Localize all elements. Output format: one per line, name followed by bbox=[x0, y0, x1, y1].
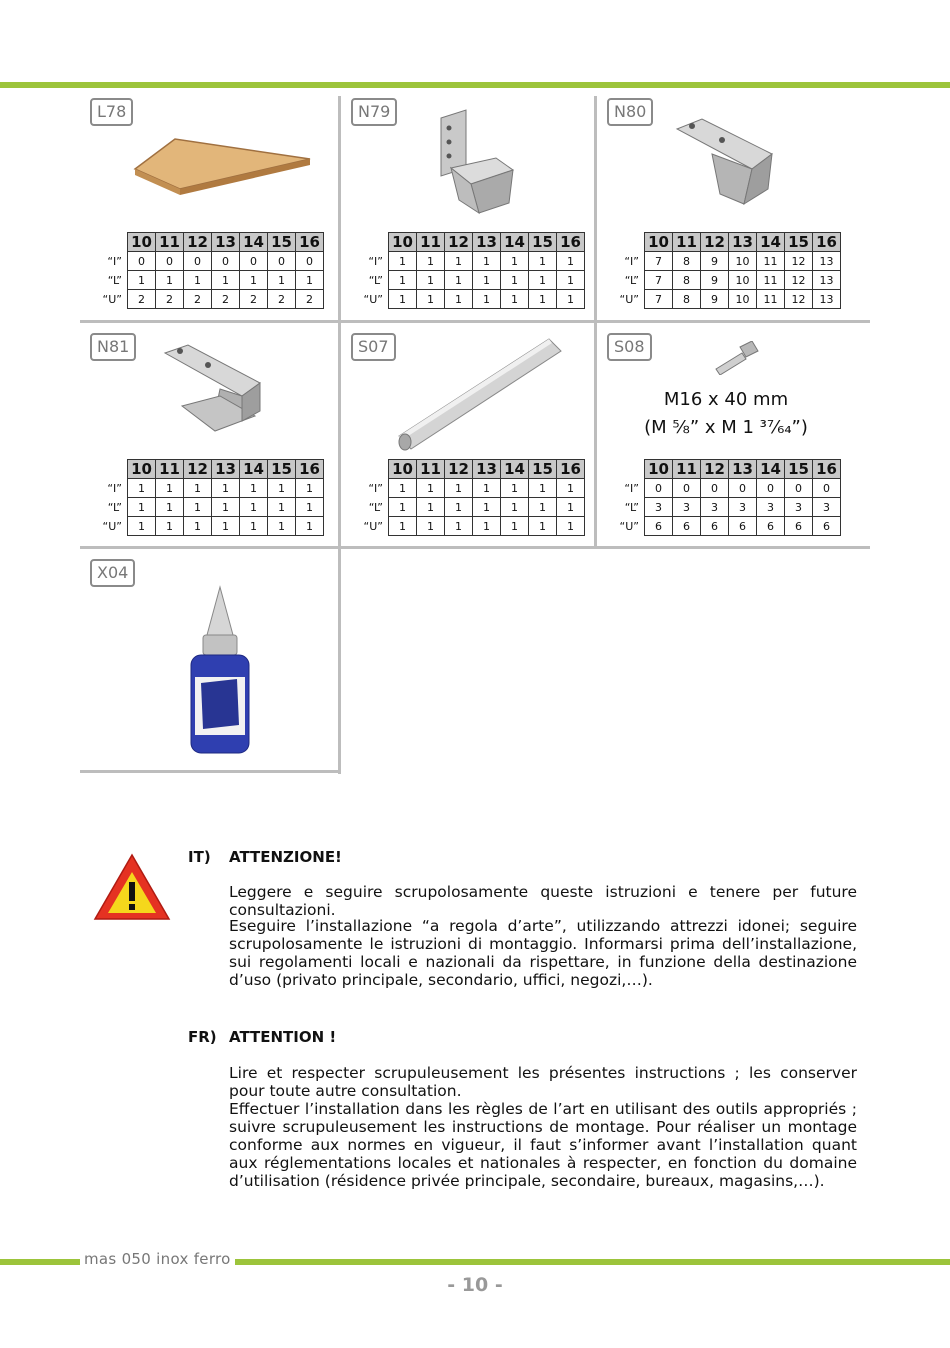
warning-title-it: ATTENZIONE! bbox=[229, 848, 342, 866]
part-cell-n80 bbox=[597, 96, 855, 322]
part-code: N79 bbox=[351, 98, 397, 126]
warning-text-it-1: Leggere e seguire scrupolosamente queste istruzioni e tenere per future consultazioni. bbox=[229, 883, 857, 919]
part-cell-s08 bbox=[597, 331, 855, 557]
quantity-table: 10 11 12 13 14 15 16 “I” 7 8 9 10 11 12 13 “L” 7 8 9 10 11 12 13 “U” 7 8 9 10 11 12 13 bbox=[617, 232, 841, 309]
page-number: - 10 - bbox=[447, 1274, 503, 1296]
divider bbox=[338, 548, 341, 774]
part-cell-n79 bbox=[341, 96, 599, 322]
corner-shelf-icon bbox=[130, 131, 320, 201]
part-code: N81 bbox=[90, 333, 136, 361]
bolt-size-imperial: (M ⅝” x M 1 ³⁷⁄₆₄”) bbox=[644, 417, 808, 438]
lang-code-it: IT) bbox=[188, 848, 211, 866]
warning-triangle-icon bbox=[92, 852, 172, 922]
quantity-table: 10 11 12 13 14 15 16 “I” 1 1 1 1 1 1 1 “L” 1 1 1 1 1 1 1 “U” 1 1 1 1 1 1 1 bbox=[361, 232, 585, 309]
warning-text-it-2: Eseguire l’installazione “a regola d’arte”, utilizzando attrezzi idonei; seguire scrupolosamente le istruzioni di montaggio. Informarsi prima dell’installazione, sui regolamenti locali e nazionali da rispettare, in funzione della destinazione d’uso (privato principale, secondario, uffici, negozi,…). bbox=[229, 917, 857, 989]
quantity-table: 10 11 12 13 14 15 16 “I” 0 0 0 0 0 0 0 “L” 3 3 3 3 3 3 3 “U” 6 6 6 6 6 6 6 bbox=[617, 459, 841, 536]
part-cell-l78 bbox=[80, 96, 338, 322]
glue-bottle-icon bbox=[185, 585, 255, 755]
warning-text-fr-2: Effectuer l’installation dans les règles de l’art en utilisant des outils appropriés ; suivre scrupuleusement les instructions de montage. Pour réaliser un montage conforme aux normes en vigueur, il faut s’informer avant l’installation quant aux réglementations locales et nationales à respecter, en fonction du domaine d’utilisation (résidence privée principale, secondaire, bureaux, magasins,…). bbox=[229, 1100, 857, 1190]
quantity-table: 10 11 12 13 14 15 16 “I” 1 1 1 1 1 1 1 “L” 1 1 1 1 1 1 1 “U” 1 1 1 1 1 1 1 bbox=[100, 459, 324, 536]
footer-bar-right bbox=[228, 1259, 950, 1265]
part-code: L78 bbox=[90, 98, 133, 126]
top-accent-bar bbox=[0, 82, 950, 88]
vertical-bracket-icon bbox=[431, 108, 521, 218]
part-code: S08 bbox=[607, 333, 652, 361]
footer-bar-left bbox=[0, 1259, 80, 1265]
bolt-icon bbox=[712, 341, 760, 375]
footer-brand: mas 050 inox ferro bbox=[80, 1250, 235, 1268]
warning-title-fr: ATTENTION ! bbox=[229, 1028, 337, 1046]
lang-code-fr: FR) bbox=[188, 1028, 217, 1046]
tube-icon bbox=[389, 331, 569, 456]
part-cell-n81 bbox=[80, 331, 338, 557]
quantity-table: 10 11 12 13 14 15 16 “I” 1 1 1 1 1 1 1 “L” 1 1 1 1 1 1 1 “U” 1 1 1 1 1 1 1 bbox=[361, 459, 585, 536]
part-code: X04 bbox=[90, 559, 135, 587]
part-cell-s07 bbox=[341, 331, 599, 557]
bolt-size-metric: M16 x 40 mm bbox=[663, 389, 789, 410]
warning-text-fr-1: Lire et respecter scrupuleusement les présentes instructions ; les conserver pour toute autre consultation. bbox=[229, 1064, 857, 1100]
quantity-table: 10 11 12 13 14 15 16 “I” 0 0 0 0 0 0 0 “L” 1 1 1 1 1 1 1 “U” 2 2 2 2 2 2 2 bbox=[100, 232, 324, 309]
support-bracket-icon bbox=[160, 341, 275, 436]
part-code: N80 bbox=[607, 98, 653, 126]
angled-bracket-icon bbox=[672, 114, 782, 214]
part-cell-x04 bbox=[80, 557, 338, 783]
part-code: S07 bbox=[351, 333, 396, 361]
